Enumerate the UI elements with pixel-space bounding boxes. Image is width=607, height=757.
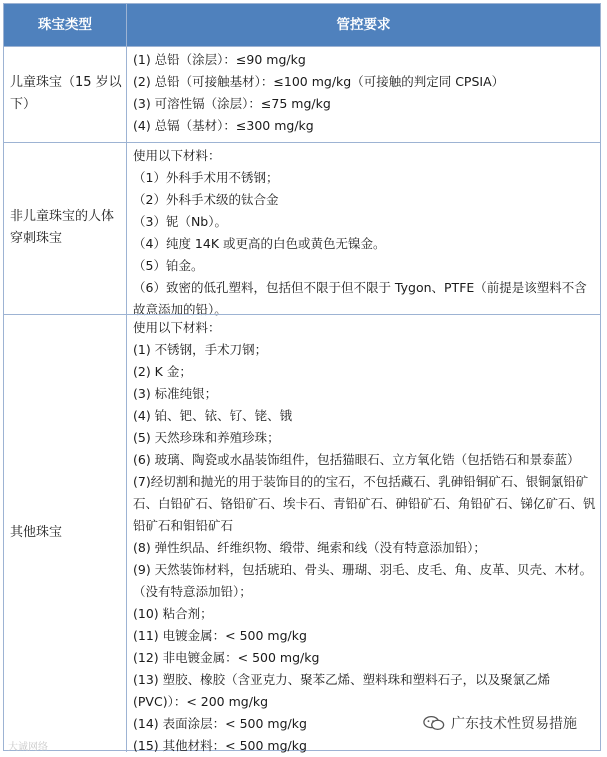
requirement-item: 使用以下材料： — [133, 320, 221, 335]
column-divider — [126, 143, 127, 314]
requirement-item: (2) K 金； — [133, 364, 192, 379]
wechat-logo-icon — [423, 715, 445, 731]
requirement-item: (1) 总铅（涂层）：≤90 mg/kg — [133, 52, 306, 67]
requirement-item: （5）铂金。 — [133, 258, 204, 273]
requirement-item: (3) 可溶性镉（涂层）：≤75 mg/kg — [133, 96, 331, 111]
requirement-item: (9) 天然装饰材料，包括琥珀、骨头、珊瑚、羽毛、皮毛、角、皮革、贝壳、木材。（没有特意添加铅）； — [133, 562, 593, 599]
jewelry-type-cell: 儿童珠宝（15 岁以下） — [10, 75, 122, 112]
requirement-item: （2）外科手术级的钛合金 — [133, 192, 279, 207]
requirement-item: (11) 电镀金属：< 500 mg/kg — [133, 628, 307, 643]
requirements-cell — [133, 49, 596, 137]
requirement-item: (8) 弹性织品、纤维织物、缎带、绳索和线（没有特意添加铅）； — [133, 540, 486, 555]
header-requirements: 管控要求 — [336, 17, 391, 33]
requirement-item: (14) 表面涂层：< 500 mg/kg — [133, 716, 307, 731]
requirement-item: （6）致密的低孔塑料，包括但不限于但不限于 Tygon、PTFE（前提是该塑料不含故意添加的铅）。 — [133, 280, 587, 317]
table-row — [4, 46, 600, 142]
requirement-item: (10) 粘合剂； — [133, 606, 213, 621]
requirement-item: (2) 总铅（可接触基材）：≤100 mg/kg（可接触的判定同 CPSIA） — [133, 74, 505, 89]
regulation-table — [3, 3, 601, 751]
table-row — [4, 142, 600, 317]
requirement-item: （3）铌（Nb）。 — [133, 214, 227, 229]
requirement-item: (12) 非电镀金属：< 500 mg/kg — [133, 650, 320, 665]
corner-watermark: 大诚网络 — [8, 742, 48, 753]
jewelry-type-cell: 非儿童珠宝的人体穿刺珠宝 — [10, 209, 115, 246]
jewelry-type-cell: 其他珠宝 — [10, 525, 63, 540]
table-row — [4, 314, 600, 752]
requirement-item: (4) 铂、钯、铱、钌、铑、锇 — [133, 408, 293, 423]
column-divider — [126, 47, 127, 142]
requirements-cell — [133, 317, 596, 757]
table-header — [4, 4, 600, 46]
requirement-item: 使用以下材料： — [133, 148, 221, 163]
requirement-item: (7)经切割和抛光的用于装饰目的的宝石，不包括藏石、乳砷铅铜矿石、银铜氯铅矿石、白铅矿石、铬铅矿石、埃卡石、青铅矿石、砷铅矿石、角铅矿石、锑亿矿石、钒铅矿石和钼铅矿石 — [133, 474, 596, 533]
requirement-item: (3) 标准纯银； — [133, 386, 218, 401]
requirement-item: (15) 其他材料：< 500 mg/kg — [133, 738, 307, 753]
requirements-cell — [133, 145, 596, 321]
header-jewelry-type: 珠宝类型 — [38, 17, 92, 33]
watermark — [423, 713, 577, 733]
requirement-item: （4）纯度 14K 或更高的白色或黄色无镍金。 — [133, 236, 386, 251]
requirement-item: (6) 玻璃、陶瓷或水晶装饰组件，包括猫眼石、立方氧化锆（包括锆石和景泰蓝） — [133, 452, 580, 467]
watermark-label: 广东技术性贸易措施 — [451, 716, 577, 732]
requirement-item: (1) 不锈钢，手术刀钢； — [133, 342, 268, 357]
requirement-item: （1）外科手术用不锈钢； — [133, 170, 279, 185]
requirement-item: (5) 天然珍珠和养殖珍珠； — [133, 430, 280, 445]
requirement-item: (4) 总镉（基材）：≤300 mg/kg — [133, 118, 314, 133]
requirement-item: (13) 塑胶、橡胶（含亚克力、聚苯乙烯、塑料珠和塑料石子，以及聚氯乙烯(PVC)）：< 200 mg/kg — [133, 672, 551, 709]
column-divider — [126, 315, 127, 752]
